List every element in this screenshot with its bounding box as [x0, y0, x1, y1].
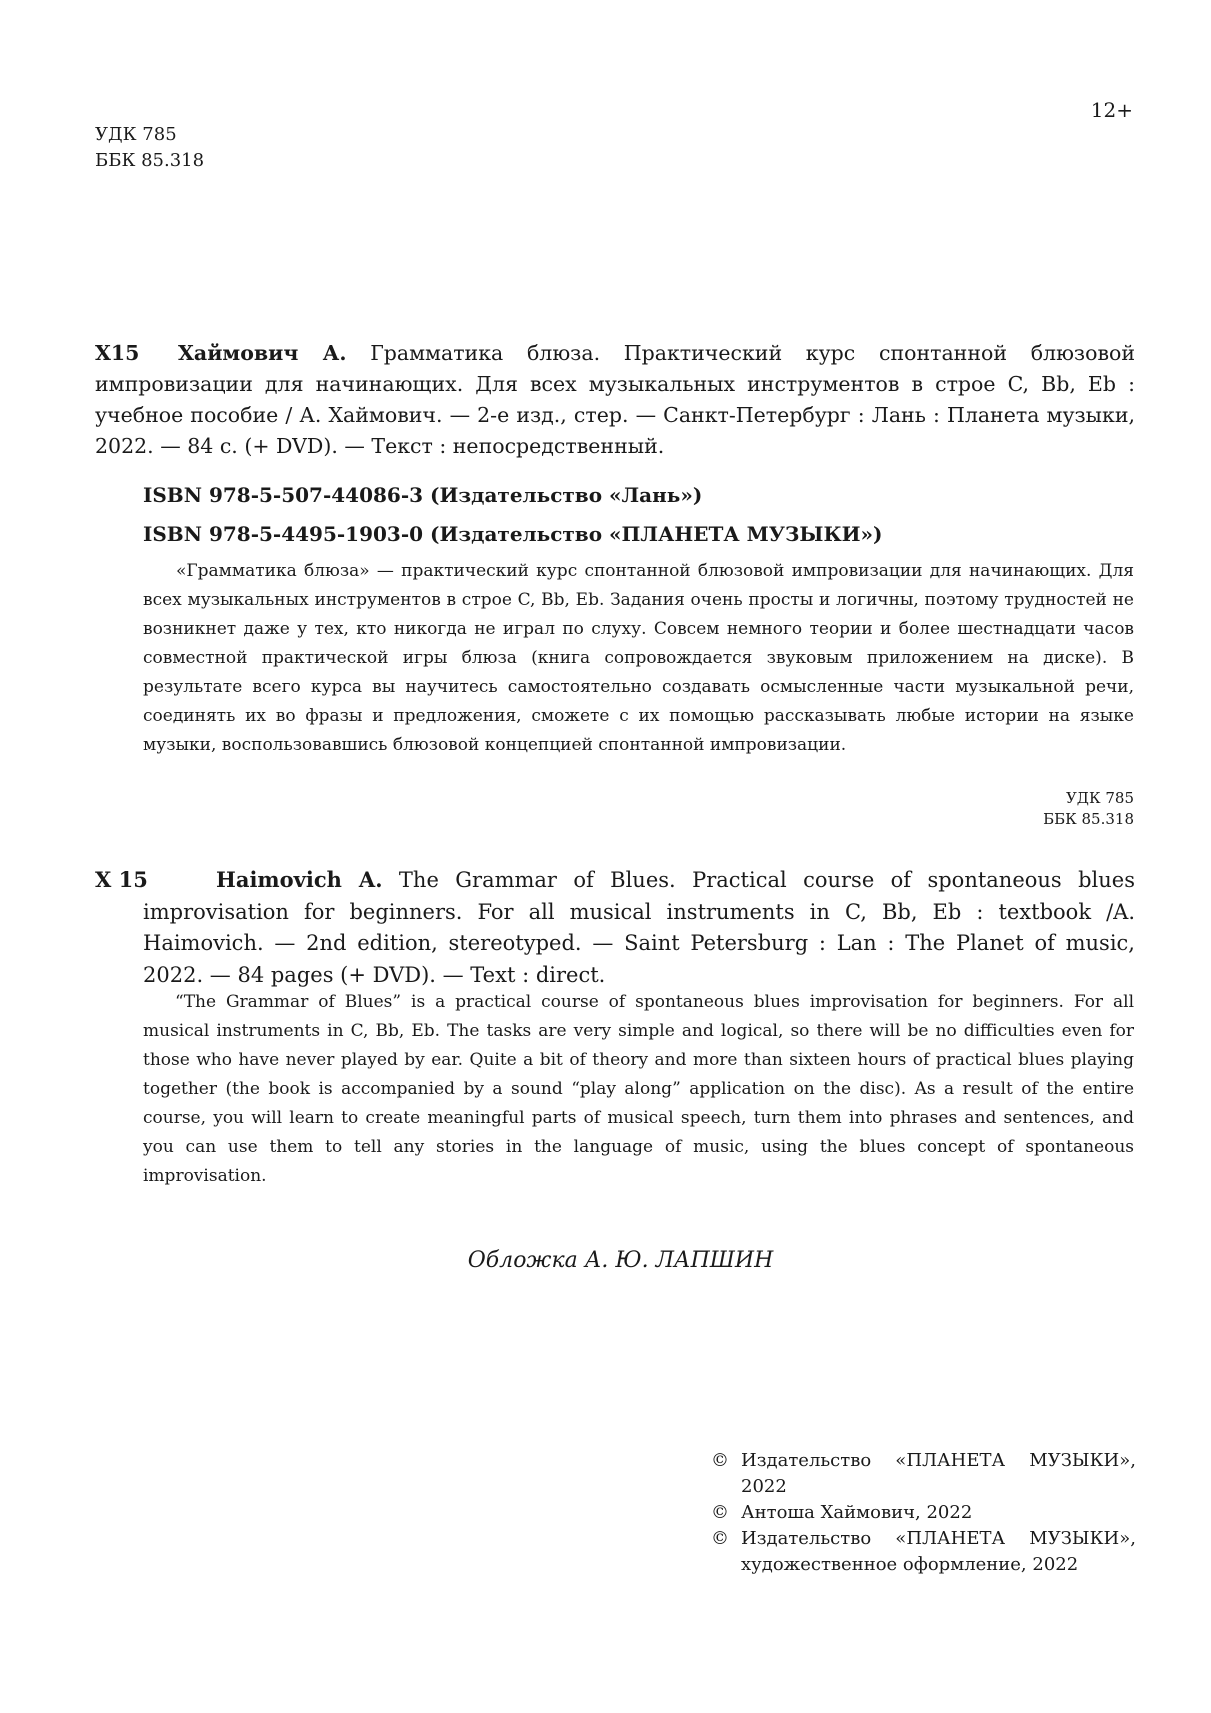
copyright-item: [711, 1500, 1136, 1526]
author-name: Haimovich A.: [216, 867, 383, 892]
copyright-item: [711, 1448, 1136, 1500]
entry-body: [95, 338, 1135, 462]
author-name: Хаймович А.: [178, 341, 347, 365]
age-rating: 12+: [1090, 98, 1133, 122]
copyright-item: [711, 1526, 1136, 1578]
isbn-planet-music: ISBN 978-5-4495-1903-0 (Издательство «ПЛАНЕТА МУЗЫКИ»): [143, 522, 883, 546]
cover-credit: [0, 1248, 1211, 1273]
copyright-icon: ©: [711, 1450, 729, 1471]
copyright-text: Издательство «ПЛАНЕТА МУЗЫКИ», художественное оформление, 2022: [741, 1528, 1136, 1575]
cover-credit-text: Обложка А. Ю. ЛАПШИН: [467, 1248, 774, 1273]
copyright-text: Антоша Хаймович, 2022: [741, 1502, 973, 1523]
classification-codes-top: [95, 122, 204, 174]
udk-code: УДК 785: [95, 124, 177, 145]
copyright-icon: ©: [711, 1502, 729, 1523]
isbn-lan: ISBN 978-5-507-44086-3 (Издательство «Лань»): [143, 483, 703, 507]
bibliographic-entry-en: [95, 864, 1135, 991]
classification-codes-right: [1043, 788, 1134, 830]
author-cipher: Х15: [95, 341, 140, 365]
entry-text: The Grammar of Blues. Practical course of spontaneous blues improvisation for beginners. For all musical instruments in C, Bb, Eb : textbook /A. Haimovich. — 2nd edition, stereotyped. — Saint Petersburg : Lan : The Planet of music, 2022. — 84 pages (+ DVD). — Text : direct.: [143, 868, 1135, 987]
bbk-code: ББК 85.318: [1043, 810, 1134, 828]
entry-body: [95, 864, 1135, 991]
copyright-text: Издательство «ПЛАНЕТА МУЗЫКИ», 2022: [741, 1450, 1136, 1497]
bibliographic-entry-ru: [95, 338, 1135, 462]
bbk-code: ББК 85.318: [95, 150, 205, 171]
author-cipher: Х 15: [95, 867, 148, 892]
annotation-ru: «Грамматика блюза» — практический курс спонтанной блюзовой импровизации для начинающих. Для всех музыкальных инструментов в строе C, Bb, Eb. Задания очень просты и логичны, поэтому трудностей не возникнет даже у тех, кто никогда не играл по слуху. Совсем немного теории и более шестнадцати часов совместной практической игры блюза (книга сопровождается звуковым приложением на диске). В результате всего курса вы научитесь самостоятельно создавать осмысленные части музыкальной речи, соединять их во фразы и предложения, сможете с их помощью рассказывать любые истории на языке музыки, воспользовавшись блюзовой концепцией спонтанной импровизации.: [143, 561, 1134, 755]
udk-code: УДК 785: [1065, 789, 1134, 807]
copyright-block: [711, 1448, 1136, 1578]
entry-text: Грамматика блюза. Практический курс спонтанной блюзовой импровизации для начинающих. Для всех музыкальных инструментов в строе C, Bb, Eb : учебное пособие / А. Хаймович. — 2-е изд., стер. — Санкт-Петербург : Лань : Планета музыки, 2022. — 84 с. (+ DVD). — Текст : непосредственный.: [95, 341, 1135, 458]
copyright-icon: ©: [711, 1528, 729, 1549]
annotation-en: “The Grammar of Blues” is a practical course of spontaneous blues improvisation for beginners. For all musical instruments in C, Bb, Eb. The tasks are very simple and logical, so there will be no difficulties even for those who have never played by ear. Quite a bit of theory and more than sixteen hours of practical blues playing together (the book is accompanied by a sound “play along” application on the disc). As a result of the entire course, you will learn to create meaningful parts of musical speech, turn them into phrases and sentences, and you can use them to tell any stories in the language of music, using the blues concept of spontaneous improvisation.: [143, 992, 1134, 1186]
